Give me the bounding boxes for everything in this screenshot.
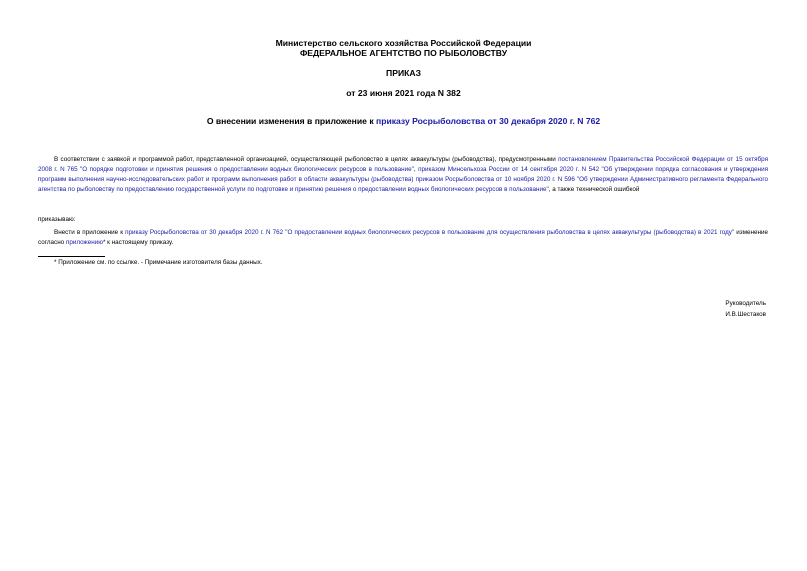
para2-link-order[interactable]: приказу Росрыболовства от 30 декабря 2020 г. N 762 "О предоставлении водных биологических ресурсов в пользование для осуществления рыболовства в целях аквакультуры (рыбоводства) в 2021 году" — [125, 229, 735, 236]
title-link[interactable]: приказу Росрыболовства от 30 декабря 2020 г. N 762 — [376, 116, 601, 126]
signatory-position: Руководитель — [725, 300, 766, 307]
para2-text-2: изменение согласно — [38, 229, 769, 246]
signatory-name: И.В.Шестаков — [725, 311, 766, 318]
para1-link-minselkhoz-order[interactable]: приказом Минсельхоза России от 14 сентября 2020 г. N 542 "Об утверждении порядка согласования и утверждения программ выполнения научно-исследовательских работ и программ выполнения работ в области аквакультуры (рыбоводства) — [38, 166, 769, 183]
footnote: * Приложение см. по ссылке. - Примечание изготовителя базы данных. — [54, 259, 263, 266]
doc-title — [0, 116, 807, 126]
title-prefix: О внесении изменения в приложение к — [206, 116, 377, 126]
para1-link-decree[interactable]: постановлением Правительства Российской Федерации от 15 октября 2008 г. N 765 "О порядке подготовки и принятия решения о предоставлении водных биологических ресурсов в пользование" — [38, 156, 768, 173]
para2-link-appendix[interactable]: приложению — [65, 239, 103, 246]
order-word: приказываю: — [38, 216, 76, 223]
para2-text-3: * к настоящему приказу. — [102, 239, 174, 246]
footnote-divider — [38, 256, 105, 257]
doc-date-number: от 23 июня 2021 года N 382 — [346, 88, 461, 98]
ministry-name: Министерство сельского хозяйства Российской Федерации — [275, 38, 532, 48]
agency-name: ФЕДЕРАЛЬНОЕ АГЕНТСТВО ПО РЫБОЛОВСТВУ — [299, 48, 508, 58]
paragraph-basis — [38, 155, 768, 195]
para2-text-1: Внести в приложение к — [54, 229, 126, 236]
doc-type: ПРИКАЗ — [386, 68, 421, 78]
para1-text-2: , — [413, 166, 419, 173]
para1-text-4: , а также технической ошибкой — [548, 186, 640, 193]
para1-text-1: В соответствии с заявкой и программой работ, представленной организацией, осуществляющей рыболовство в целях аквакультуры (рыбоводства), предусмотренными — [54, 156, 559, 163]
para1-link-rosrybolovstvo-order[interactable]: приказом Росрыболовства от 10 ноября 2020 г. N 596 "Об утверждении Административного регламента Федерального агентства по рыболовству по предоставлению государственной услуги по подготовке и принятию решения о предоставлении водных биологических ресурсов в пользование" — [38, 176, 768, 193]
paragraph-order — [38, 228, 768, 248]
